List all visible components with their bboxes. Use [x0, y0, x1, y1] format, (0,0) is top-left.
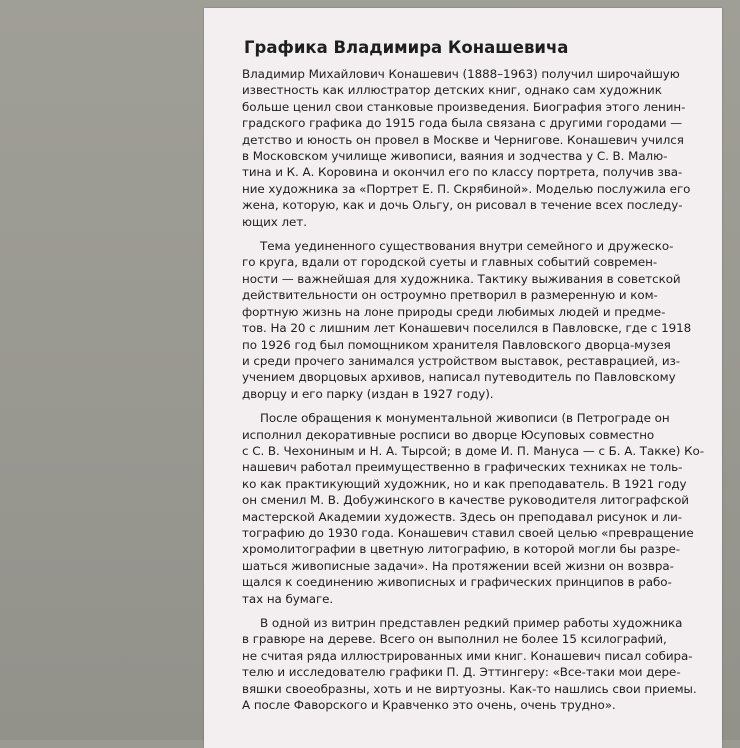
text-line: в Московском училище живописи, ваяния и зодчества у С. В. Малю- — [242, 149, 668, 164]
text-line: В одной из витрин представлен редкий пример работы художника — [260, 616, 683, 630]
text-line: учением дворцовых архивов, написал путеводитель по Павловскому — [242, 370, 676, 385]
text-line: Тема уединенного существования внутри семейного и дружеско- — [260, 239, 674, 254]
text-line: в гравюре на дереве. Всего он выполнил не более 15 ксилографий, — [242, 632, 667, 647]
text-line: фортную жизнь на лоне природы среди любимых людей и предме- — [242, 304, 666, 319]
text-line: детство и юность он провел в Москве и Чернигове. Конашевич учился — [242, 132, 684, 147]
text-line: ющих лет. — [242, 214, 307, 229]
text-line: с С. В. Чехониным и Н. А. Тырсой; в доме И. П. Мануса — с Б. А. Такке) Ко- — [242, 443, 704, 458]
text-line: ности — важнейшая для художника. Тактику выживания в советской — [242, 271, 681, 286]
text-line: А после Фаворского и Кравченко это очень, очень трудно». — [242, 698, 616, 713]
plaque-title: Графика Владимира Конашевича — [244, 38, 569, 57]
text-line: исполнил декоративные росписи во дворце Юсуповых совместно — [242, 427, 655, 442]
text-line: он сменил М. В. Добужинского в качестве руководителя литографской — [242, 493, 689, 508]
paragraph-graphics-teaching — [242, 410, 708, 607]
text-line: действительности он остроумно претворил в размеренную и ком- — [242, 288, 658, 303]
text-line: Владимир Михайлович Конашевич (1888–1963) получил широчайшую — [242, 67, 680, 81]
text-line: не считая ряда иллюстрированных ими книг. Конашевич писал собира- — [242, 648, 693, 663]
text-line: мастерской Академии художеств. Здесь он преподавал рисунок и ли- — [242, 509, 683, 524]
text-line: дворцу и его парку (издан в 1927 году). — [242, 386, 494, 401]
text-line: щался к соединению живописных и графических принципов в рабо- — [242, 575, 672, 590]
text-line: известность как иллюстратор детских книг, однако сам художник — [242, 83, 662, 98]
text-line: по 1926 год был помощником хранителя Павловского дворца-музея — [242, 337, 671, 352]
text-line: градского графика до 1915 года была связана с другими городами — — [242, 116, 683, 131]
text-line: ние художника за «Портрет Е. П. Скрябиной». Моделью послужила его — [242, 181, 691, 196]
text-line: телю и исследователю графики П. Д. Эттингеру: «Все-таки мои дере- — [242, 665, 681, 680]
text-line: тина и К. А. Коровина и окончил его по классу портрета, получив зва- — [242, 165, 683, 180]
text-line: больше ценил свои станковые произведения. Биография этого ленин- — [242, 99, 686, 114]
text-line: хромолитографии в цветную литографию, в которой могли бы разре- — [242, 542, 680, 557]
text-line: вяшки своеобразны, хоть и не виртуозны. Как-то нашлись свои приемы. — [242, 681, 697, 696]
text-line: и среди прочего занимался устройством выставок, реставрацией, из- — [242, 353, 681, 368]
paragraph-pavlovsk — [242, 238, 708, 402]
text-line: После обращения к монументальной живописи (в Петрограде он — [260, 411, 670, 426]
text-line: тов. На 20 с лишним лет Конашевич поселился в Павловске, где с 1918 — [242, 321, 692, 336]
exhibition-label-plaque — [204, 8, 722, 748]
text-line: тографию до 1930 года. Конашевич ставил своей целью «превращение — [242, 525, 694, 540]
text-line: шаться живописные задачи». На протяжении всей жизни он возвра- — [242, 558, 674, 573]
paragraph-biography — [242, 66, 708, 230]
plaque-body-text — [242, 66, 708, 721]
text-line: нашевич работал преимущественно в графических техниках не толь- — [242, 460, 683, 475]
text-line: жена, которую, как и дочь Ольгу, он рисовал в течение всех последу- — [242, 198, 683, 213]
paragraph-woodcut — [242, 615, 708, 713]
text-line: тах на бумаге. — [242, 591, 334, 606]
text-line: ко как практикующий художник, но и как преподаватель. В 1921 году — [242, 476, 687, 491]
text-line: го круга, вдали от городской суеты и главных событий современ- — [242, 255, 658, 270]
